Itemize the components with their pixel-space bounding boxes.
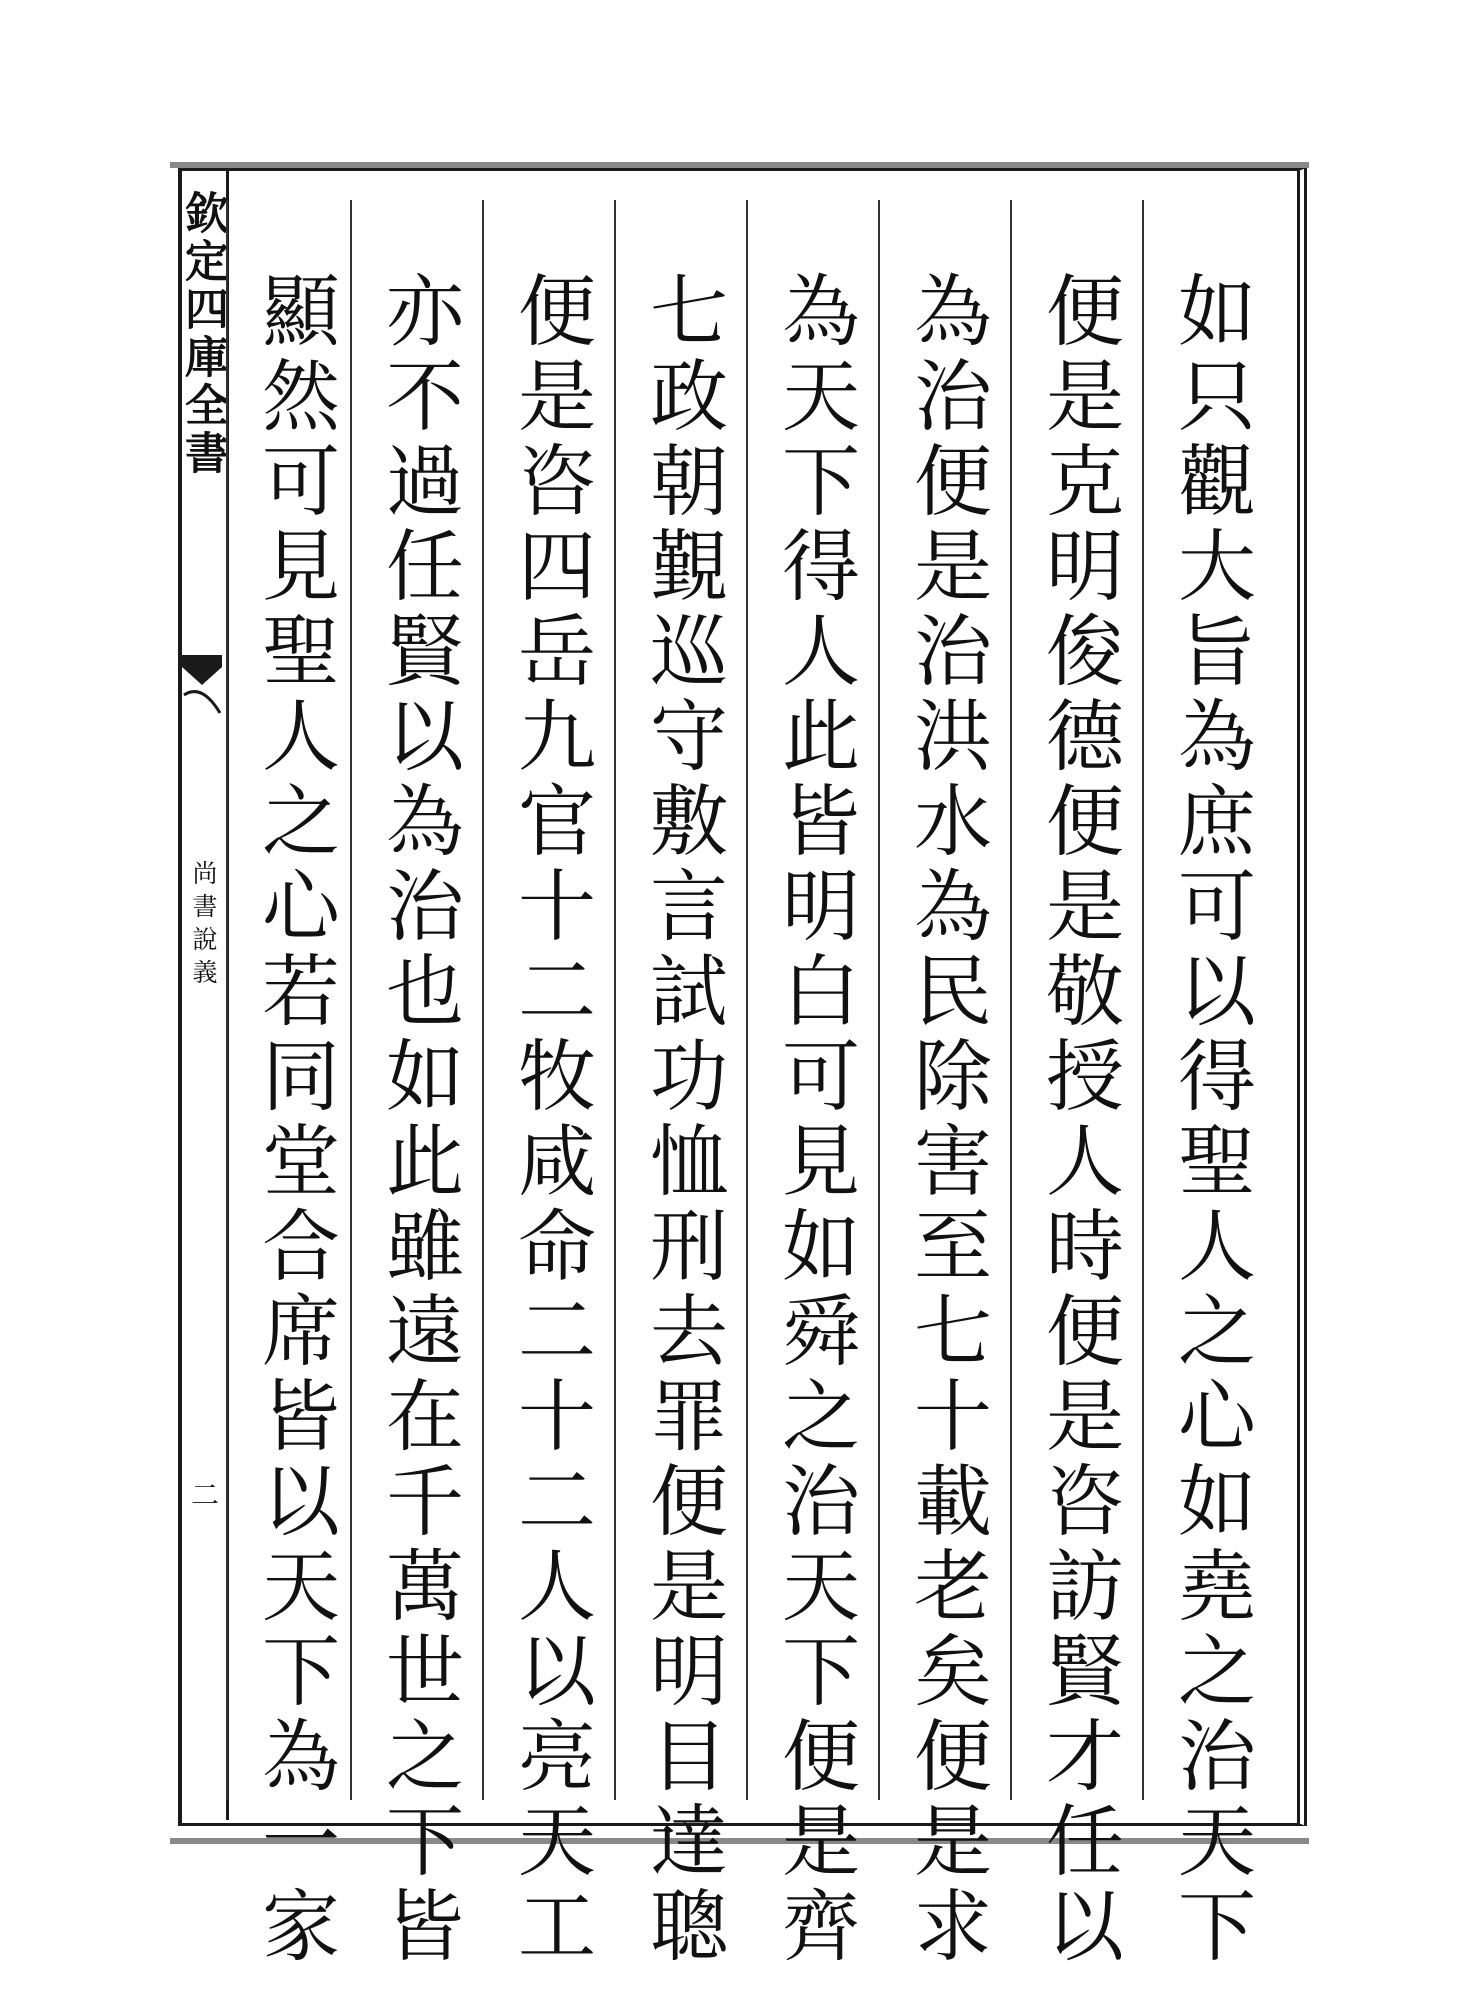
text-column-5 bbox=[614, 200, 748, 1970]
column-text: 亦不過任賢以為治也如此雖遠在千萬世之下皆 bbox=[373, 270, 463, 1970]
text-column-7 bbox=[350, 200, 484, 1970]
column-text: 如只觀大旨為庶可以得聖人之心如堯之治天下 bbox=[1165, 270, 1255, 1970]
text-column-4 bbox=[746, 200, 880, 1970]
column-text: 顯然可見聖人之心若同堂合席皆以天下為一家 bbox=[249, 270, 339, 1970]
column-text: 便是咨四岳九官十二牧咸命二十二人以亮天工 bbox=[505, 270, 595, 1970]
column-text: 為治便是治洪水為民除害至七十載老矣便是求 bbox=[901, 270, 991, 1970]
fishtail-mark-icon bbox=[182, 655, 222, 715]
text-column-3 bbox=[878, 200, 1012, 1970]
column-text: 七政朝覲巡守敷言試功恤刑去罪便是明目達聰 bbox=[637, 270, 727, 1970]
column-text: 為天下得人此皆明白可見如舜之治天下便是齊 bbox=[769, 270, 859, 1970]
text-column-8 bbox=[226, 200, 360, 1970]
text-column-2 bbox=[1010, 200, 1144, 1970]
page-number: 二 bbox=[187, 1480, 220, 1508]
text-column-6 bbox=[482, 200, 616, 1970]
text-column-1 bbox=[1142, 200, 1276, 1970]
column-text: 便是克明俊德便是敬授人時便是咨訪賢才任以 bbox=[1033, 270, 1123, 1970]
book-title: 欽定四庫全書 bbox=[177, 190, 228, 478]
section-title: 尚書說義 bbox=[189, 860, 218, 992]
